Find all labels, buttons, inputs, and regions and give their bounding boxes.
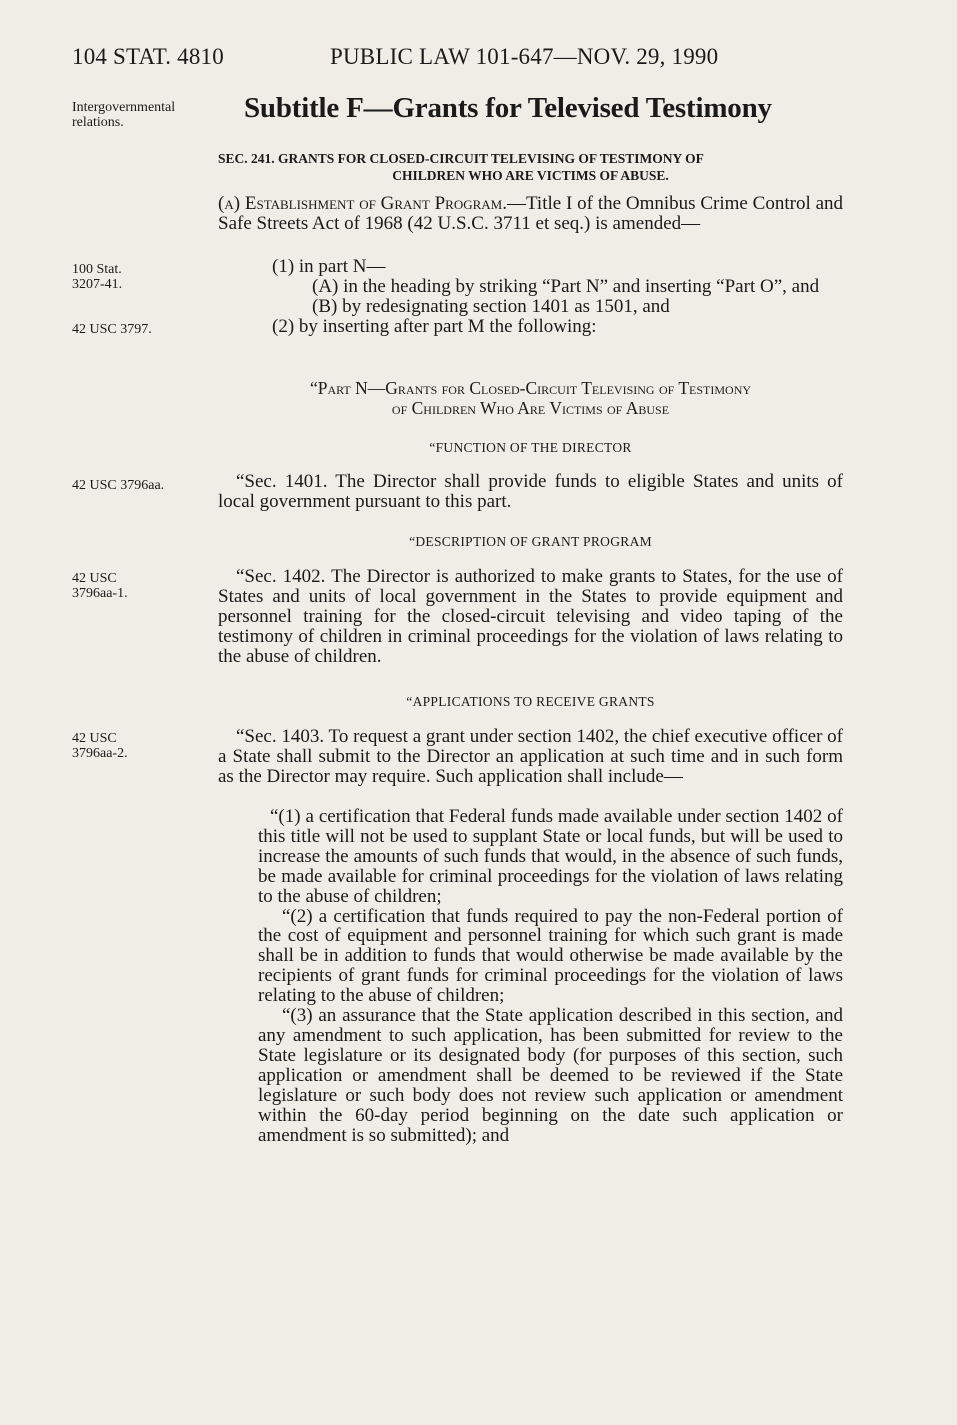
section-1401: “Sec. 1401. The Director shall provide funds to eligible States and units of local government pursuant to this part. <box>218 471 843 512</box>
section-heading-line: SEC. 241. GRANTS FOR CLOSED-CIRCUIT TELEVISING OF TESTIMONY OF <box>218 151 704 166</box>
section-241-heading <box>218 150 843 184</box>
margin-note: 42 USC 3796aa. <box>72 478 165 493</box>
subsection-a <box>218 194 843 234</box>
section-heading-line: CHILDREN WHO ARE VICTIMS OF ABUSE. <box>392 168 669 183</box>
section-1403: “Sec. 1403. To request a grant under section 1402, the chief executive officer of a State shall submit to the Director an application at such time and in such form as the Director may require. Such application shall include— <box>218 726 843 787</box>
margin-note: 42 USC 3796aa-2. <box>72 731 128 761</box>
list-item: “(1) a certification that Federal funds made available under section 1402 of this title will not be used to supplant State or local funds, but will be used to increase the amounts of such funds that would, in the absence of such funds, be made available for criminal proceedings for the violation of laws relating to the abuse of children; <box>258 806 843 907</box>
margin-note: Intergovernmental relations. <box>72 100 176 130</box>
margin-note: 100 Stat. 3207-41. <box>72 262 123 292</box>
heading-1401: “FUNCTION OF THE DIRECTOR <box>429 440 632 455</box>
margin-note: 42 USC 3796aa-1. <box>72 571 128 601</box>
list-item: “(2) a certification that funds required to pay the non-Federal portion of the cost of equipment and personnel training for which such grant is made shall be in addition to funds that would otherwise be made available by the recipients of grant funds for criminal proceedings for the violation of laws relating to the abuse of children; <box>258 905 843 1007</box>
margin-note: 42 USC 3797. <box>72 322 152 337</box>
section-1402: “Sec. 1402. The Director is authorized to make grants to States, for the use of States and units of local government in the States to provide equipment and personnel training for the closed-circuit televising and video taping of the testimony of children in criminal proceedings for the violation of laws relating to the abuse of children. <box>218 566 843 667</box>
heading-1403: “APPLICATIONS TO RECEIVE GRANTS <box>406 694 655 709</box>
application-items <box>258 807 843 1145</box>
part-heading-line: of Children Who Are Victims of Abuse <box>391 398 670 418</box>
amendment-list <box>218 257 843 337</box>
amendment-item: (A) in the heading by striking “Part N” and inserting “Part O”, and <box>312 275 820 297</box>
amendment-item: (B) by redesignating section 1401 as 1501, and <box>312 295 670 317</box>
page-reference: 104 STAT. 4810 <box>72 44 224 69</box>
list-item: “(3) an assurance that the State application described in this section, and any amendment to such application, has been submitted for review to the State legislature or its designated body (for purposes of this section, such application or amendment shall be deemed to be reviewed if the State legislature or such body does not review such application or amendment within the 60-day period beginning on the date such application or amendment is so submitted); and <box>258 1005 843 1146</box>
amendment-item: (1) in part N— <box>272 256 386 277</box>
amendment-item: (2) by inserting after part M the following: <box>272 315 597 337</box>
part-n-heading <box>218 378 843 418</box>
subsection-text: —Title I of the Omnibus Crime Control and Safe Streets Act of 1968 (42 U.S.C. 3711 et seq.) is amended— <box>218 193 843 234</box>
law-title: PUBLIC LAW 101-647—NOV. 29, 1990 <box>330 44 719 69</box>
subtitle-heading: Subtitle F—Grants for Televised Testimony <box>244 92 772 124</box>
heading-1402: “DESCRIPTION OF GRANT PROGRAM <box>409 534 652 549</box>
part-heading-line: “Part N—Grants for Closed-Circuit Televising of Testimony <box>309 378 752 398</box>
subsection-label: (a) Establishment of Grant Program. <box>218 193 507 214</box>
